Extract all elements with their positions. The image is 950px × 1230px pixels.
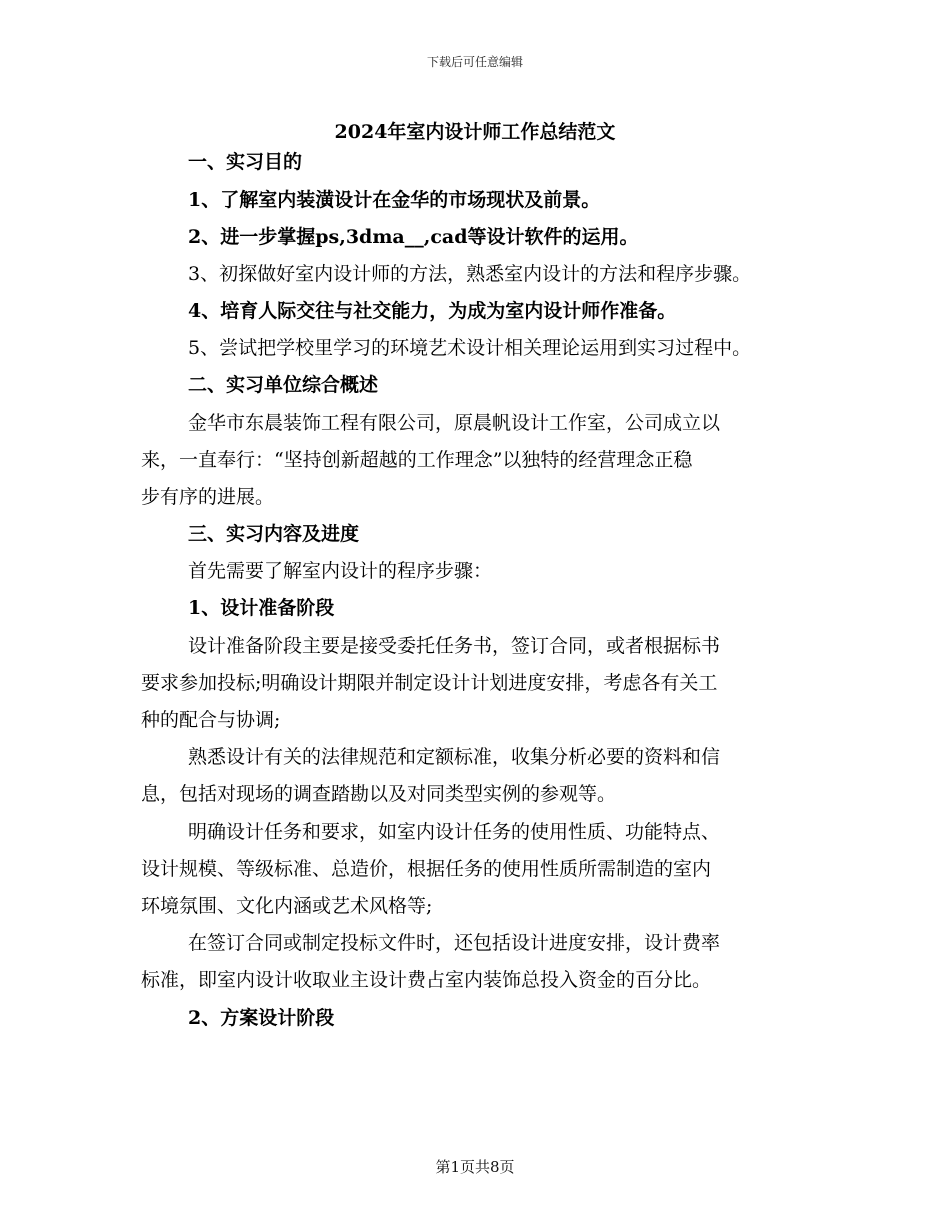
paragraph-line: 首先需要了解室内设计的程序步骤： [188,560,493,582]
paragraph-line: 来，一直奉行：“坚持创新超越的工作理念”以独特的经营理念正稳 [141,449,693,471]
paragraph-line: 要求参加投标;明确设计期限并制定设计计划进度安排，考虑各有关工 [141,672,718,694]
subsection-heading-1: 1、设计准备阶段 [188,597,335,619]
paragraph-line: 明确设计任务和要求，如室内设计任务的使用性质、功能特点、 [188,821,721,843]
paragraph-line: 环境氛围、文化内涵或艺术风格等; [141,895,433,917]
paragraph-line: 熟悉设计有关的法律规范和定额标准，收集分析必要的资料和信 [188,746,721,768]
paragraph-line: 设计准备阶段主要是接受委托任务书，签订合同，或者根据标书 [188,635,721,657]
section-heading-2: 二、实习单位综合概述 [188,374,379,396]
section-heading-3: 三、实习内容及进度 [188,523,360,545]
list-item-4: 4、培育人际交往与社交能力，为成为室内设计师作准备。 [188,300,677,322]
paragraph-line: 标准，即室内设计收取业主设计费占室内装饰总投入资金的百分比。 [141,969,712,991]
paragraph-line: 设计规模、等级标准、总造价，根据任务的使用性质所需制造的室内 [141,858,712,880]
list-item-3: 3、初探做好室内设计师的方法，熟悉室内设计的方法和程序步骤。 [188,263,752,285]
paragraph-line: 种的配合与协调; [141,709,281,731]
paragraph-line: 金华市东晨装饰工程有限公司，原晨帆设计工作室，公司成立以 [188,412,721,434]
subsection-heading-2: 2、方案设计阶段 [188,1007,335,1029]
page-header-note: 下载后可任意编辑 [426,55,523,69]
list-item-2: 2、进一步掌握ps,3dma__,cad等设计软件的运用。 [188,226,639,248]
list-item-5: 5、尝试把学校里学习的环境艺术设计相关理论运用到实习过程中。 [188,337,752,359]
paragraph-line: 息，包括对现场的调查踏勘以及对同类型实例的参观等。 [141,783,617,805]
paragraph-line: 在签订合同或制定投标文件时，还包括设计进度安排，设计费率 [188,932,721,954]
paragraph-line: 步有序的进展。 [141,486,275,508]
page-number-footer: 第1页共8页 [435,1158,515,1176]
section-heading-1: 一、实习目的 [188,151,303,173]
list-item-1: 1、了解室内装潢设计在金华的市场现状及前景。 [188,189,601,211]
document-title: 2024年室内设计师工作总结范文 [334,121,616,143]
